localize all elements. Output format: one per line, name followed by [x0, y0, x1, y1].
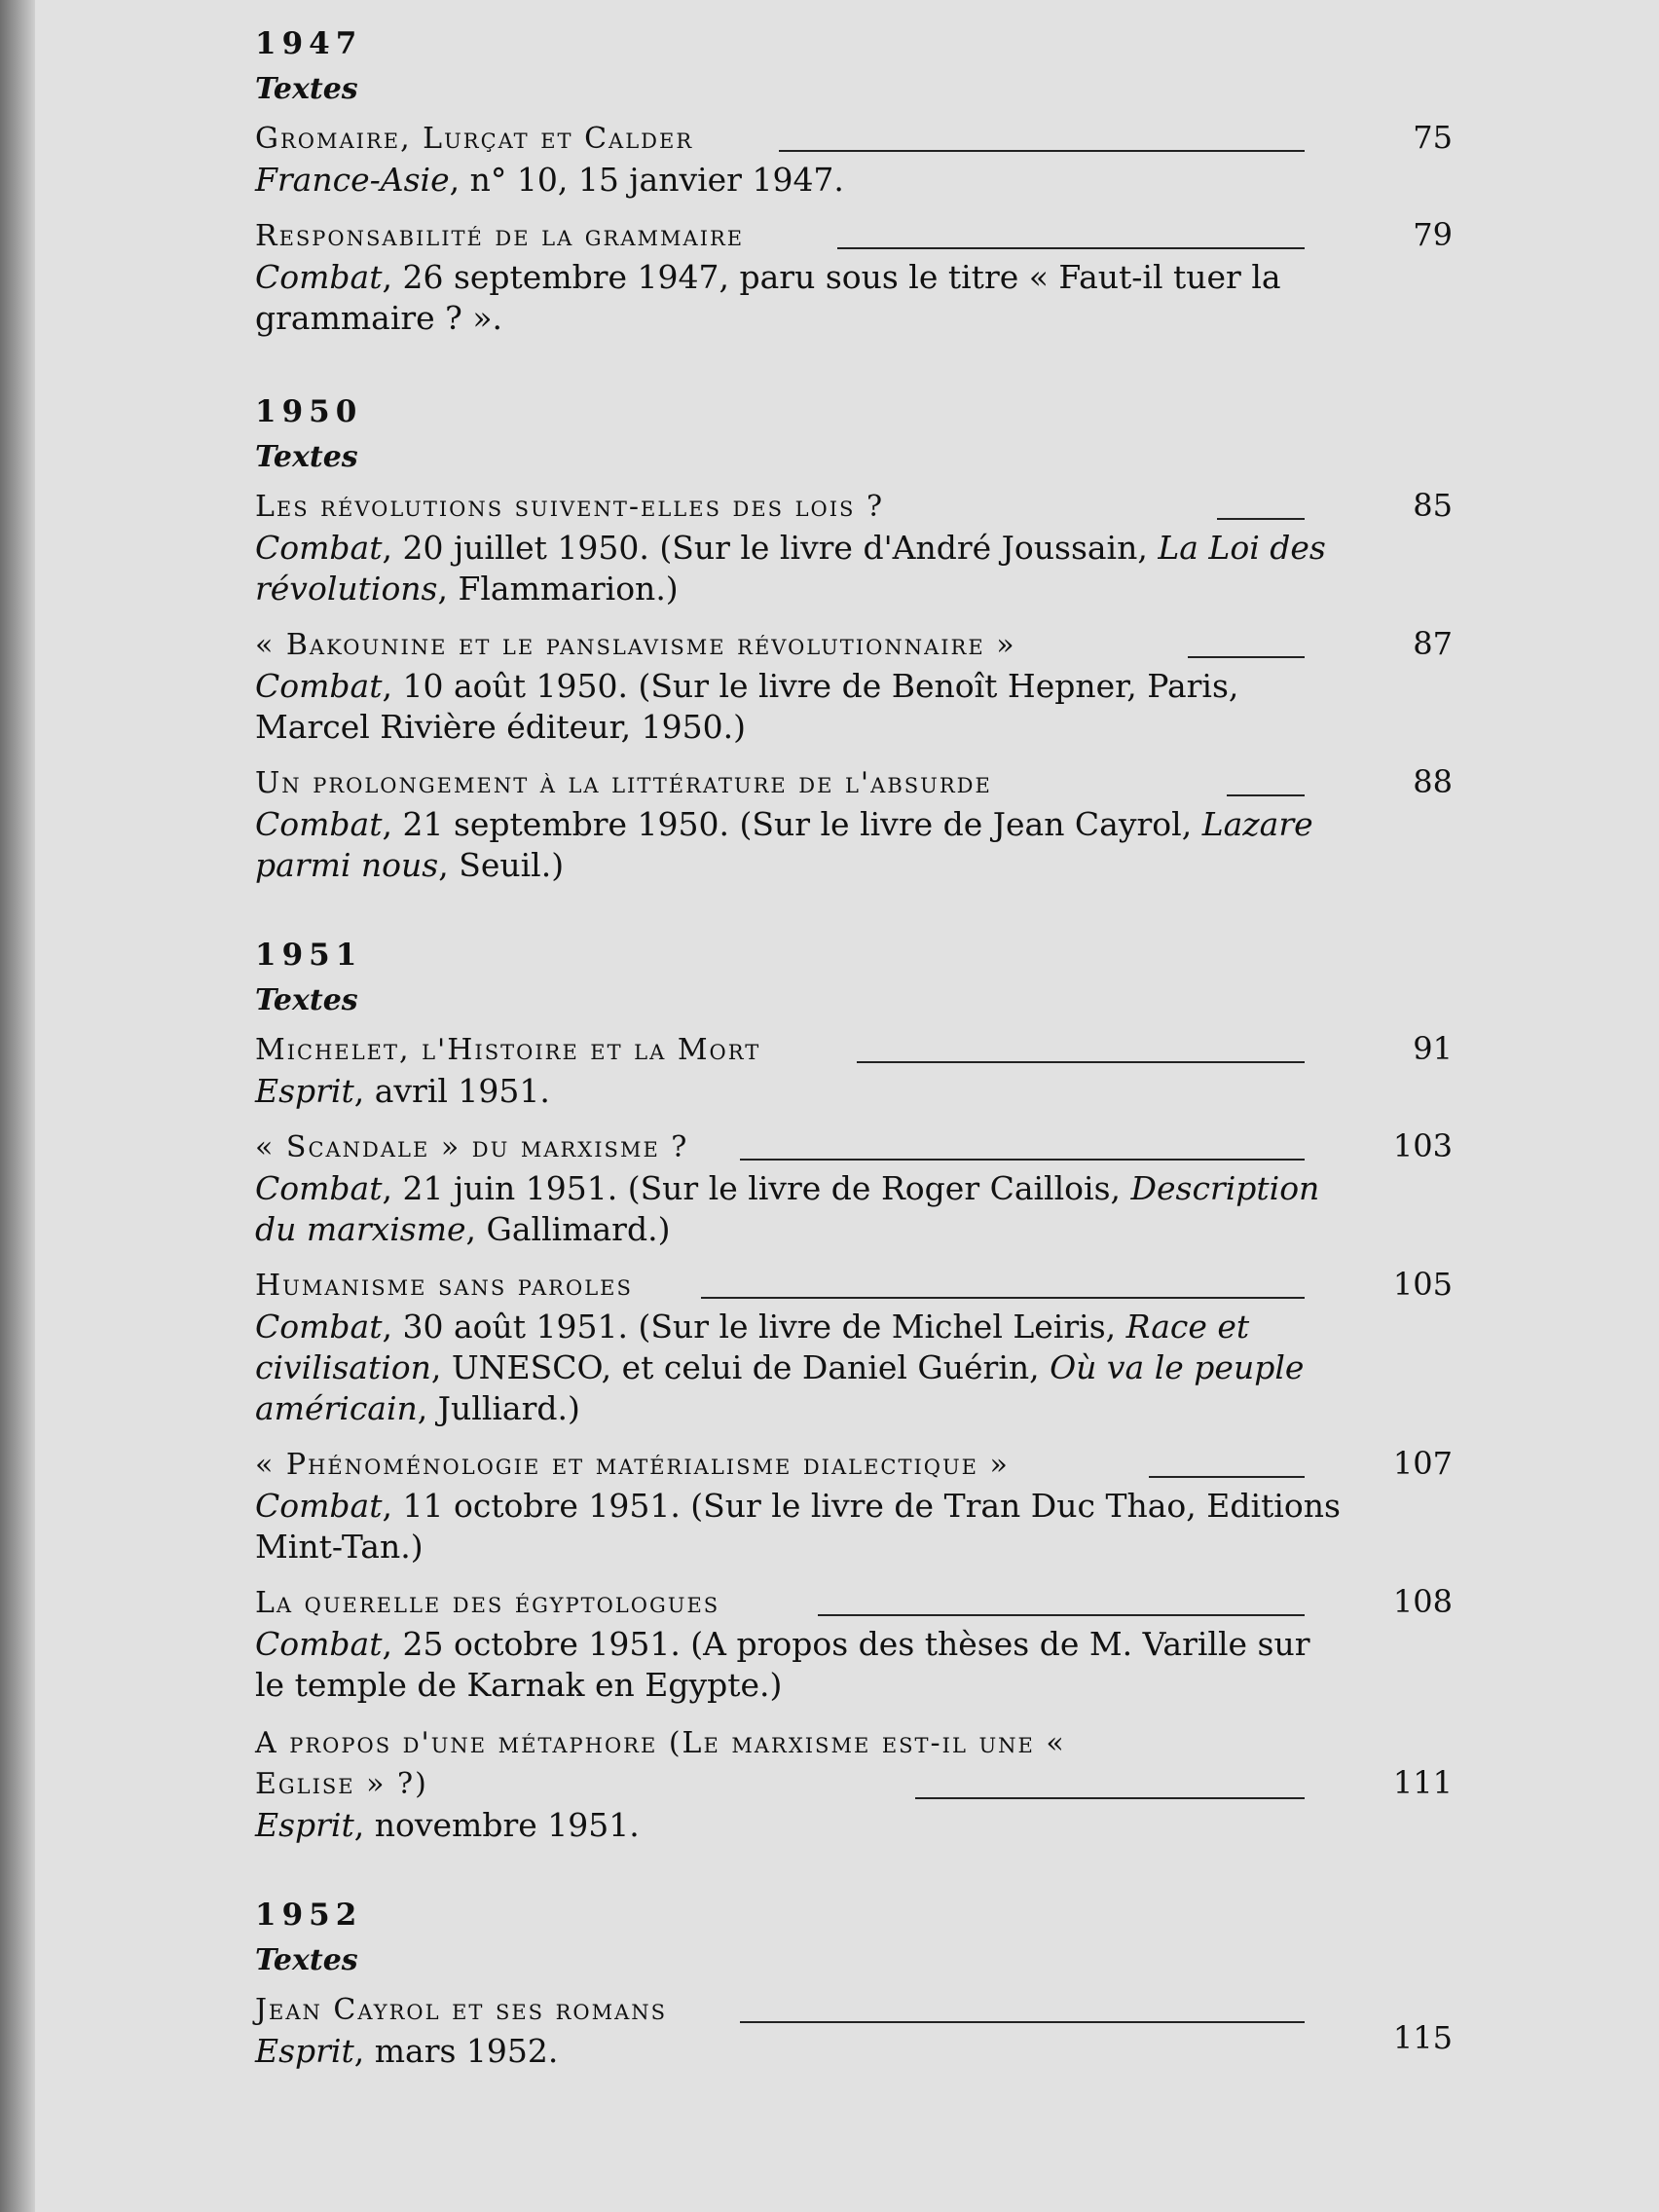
section-1952: [255, 1893, 1540, 2072]
entry-title: Gromaire, Lurçat et Calder: [255, 122, 694, 156]
page-number: 85: [1413, 487, 1453, 524]
table-of-contents: [255, 21, 1540, 2183]
dot-leader: [779, 150, 1305, 152]
toc-entry: [255, 212, 1540, 339]
entry-source: Combat, 21 juin 1951. (Sur le livre de Roger Caillois, Description du marxisme, Gallimard.): [255, 1169, 1320, 1248]
entry-title: Un prolongement à la littérature de l'absurde: [255, 766, 992, 800]
entry-source: Combat, 25 octobre 1951. (A propos des thèses de M. Varille sur le temple de Karnak en Egypte.): [255, 1625, 1310, 1704]
entry-source: Esprit, mars 1952.: [255, 2032, 559, 2070]
toc-entry: [255, 1986, 1540, 2072]
book-spine: [0, 0, 35, 2212]
entry-title: « Phénoménologie et matérialisme dialectique »: [255, 1448, 1010, 1482]
dot-leader: [1149, 1476, 1305, 1478]
dot-leader: [740, 2021, 1305, 2023]
entry-source: Combat, 30 août 1951. (Sur le livre de Michel Leiris, Race et civilisation, UNESCO, et celui de Daniel Guérin, Où va le peuple américain, Julliard.): [255, 1308, 1305, 1427]
toc-entry: [255, 1441, 1540, 1567]
section-1951: [255, 933, 1540, 1846]
section-label: Textes: [255, 440, 358, 474]
year-heading: 1951: [255, 938, 363, 973]
dot-leader: [818, 1614, 1305, 1616]
section-label: Textes: [255, 1943, 358, 1977]
year-heading: 1947: [255, 26, 363, 61]
entry-title: A propos d'une métaphore (Le marxisme est-il une « Eglise » ?): [255, 1726, 1066, 1801]
entry-title: Michelet, l'Histoire et la Mort: [255, 1033, 761, 1067]
entry-source: Combat, 10 août 1950. (Sur le livre de Benoît Hepner, Paris, Marcel Rivière éditeur, 1950.): [255, 667, 1239, 746]
toc-entry: [255, 759, 1540, 886]
year-heading: 1952: [255, 1898, 363, 1933]
section-label: Textes: [255, 72, 358, 106]
dot-leader: [837, 247, 1305, 249]
section-label: Textes: [255, 983, 358, 1017]
dot-leader: [915, 1797, 1305, 1799]
page-number: 105: [1392, 1266, 1453, 1303]
entry-source: Combat, 26 septembre 1947, paru sous le titre « Faut-il tuer la grammaire ? ».: [255, 258, 1281, 337]
page-number: 108: [1392, 1583, 1453, 1620]
dot-leader: [740, 1159, 1305, 1161]
entry-source: Combat, 20 juillet 1950. (Sur le livre d'André Joussain, La Loi des révolutions, Flammarion.): [255, 529, 1326, 608]
toc-entry: [255, 115, 1540, 201]
page-number: 115: [1392, 2019, 1453, 2056]
toc-entry: [255, 1717, 1540, 1846]
dot-leader: [857, 1061, 1305, 1063]
entry-title: Jean Cayrol et ses romans: [255, 1993, 668, 2027]
entry-title: « Scandale » du marxisme ?: [255, 1130, 689, 1164]
page-number: 88: [1413, 763, 1453, 800]
toc-entry: [255, 483, 1540, 609]
entry-source: Combat, 11 octobre 1951. (Sur le livre de Tran Duc Thao, Editions Mint-Tan.): [255, 1487, 1341, 1566]
toc-entry: [255, 1026, 1540, 1112]
dot-leader: [1188, 656, 1305, 658]
entry-source: France-Asie, n° 10, 15 janvier 1947.: [255, 161, 844, 199]
toc-entry: [255, 621, 1540, 748]
toc-entry: [255, 1579, 1540, 1706]
toc-entry: [255, 1124, 1540, 1250]
entry-source: Esprit, avril 1951.: [255, 1072, 550, 1110]
page-number: 91: [1413, 1030, 1453, 1067]
dot-leader: [1227, 794, 1305, 796]
entry-title: La querelle des égyptologues: [255, 1586, 720, 1620]
entry-title: « Bakounine et le panslavisme révolutionnaire »: [255, 628, 1016, 662]
toc-entry: [255, 1262, 1540, 1429]
entry-title: Responsabilité de la grammaire: [255, 219, 745, 253]
dot-leader: [1217, 518, 1305, 520]
page-number: 79: [1413, 216, 1453, 253]
entry-source: Combat, 21 septembre 1950. (Sur le livre de Jean Cayrol, Lazare parmi nous, Seuil.): [255, 805, 1313, 884]
dot-leader: [701, 1297, 1305, 1299]
page-number: 111: [1392, 1764, 1453, 1801]
section-1947: [255, 21, 1540, 339]
page-number: 107: [1392, 1445, 1453, 1482]
page-number: 75: [1413, 119, 1453, 156]
entry-title: Humanisme sans paroles: [255, 1269, 633, 1303]
page-number: 87: [1413, 625, 1453, 662]
section-1950: [255, 389, 1540, 886]
year-heading: 1950: [255, 394, 363, 429]
page-number: 103: [1392, 1127, 1453, 1164]
entry-source: Esprit, novembre 1951.: [255, 1806, 640, 1844]
entry-title: Les révolutions suivent-elles des lois ?: [255, 490, 885, 524]
